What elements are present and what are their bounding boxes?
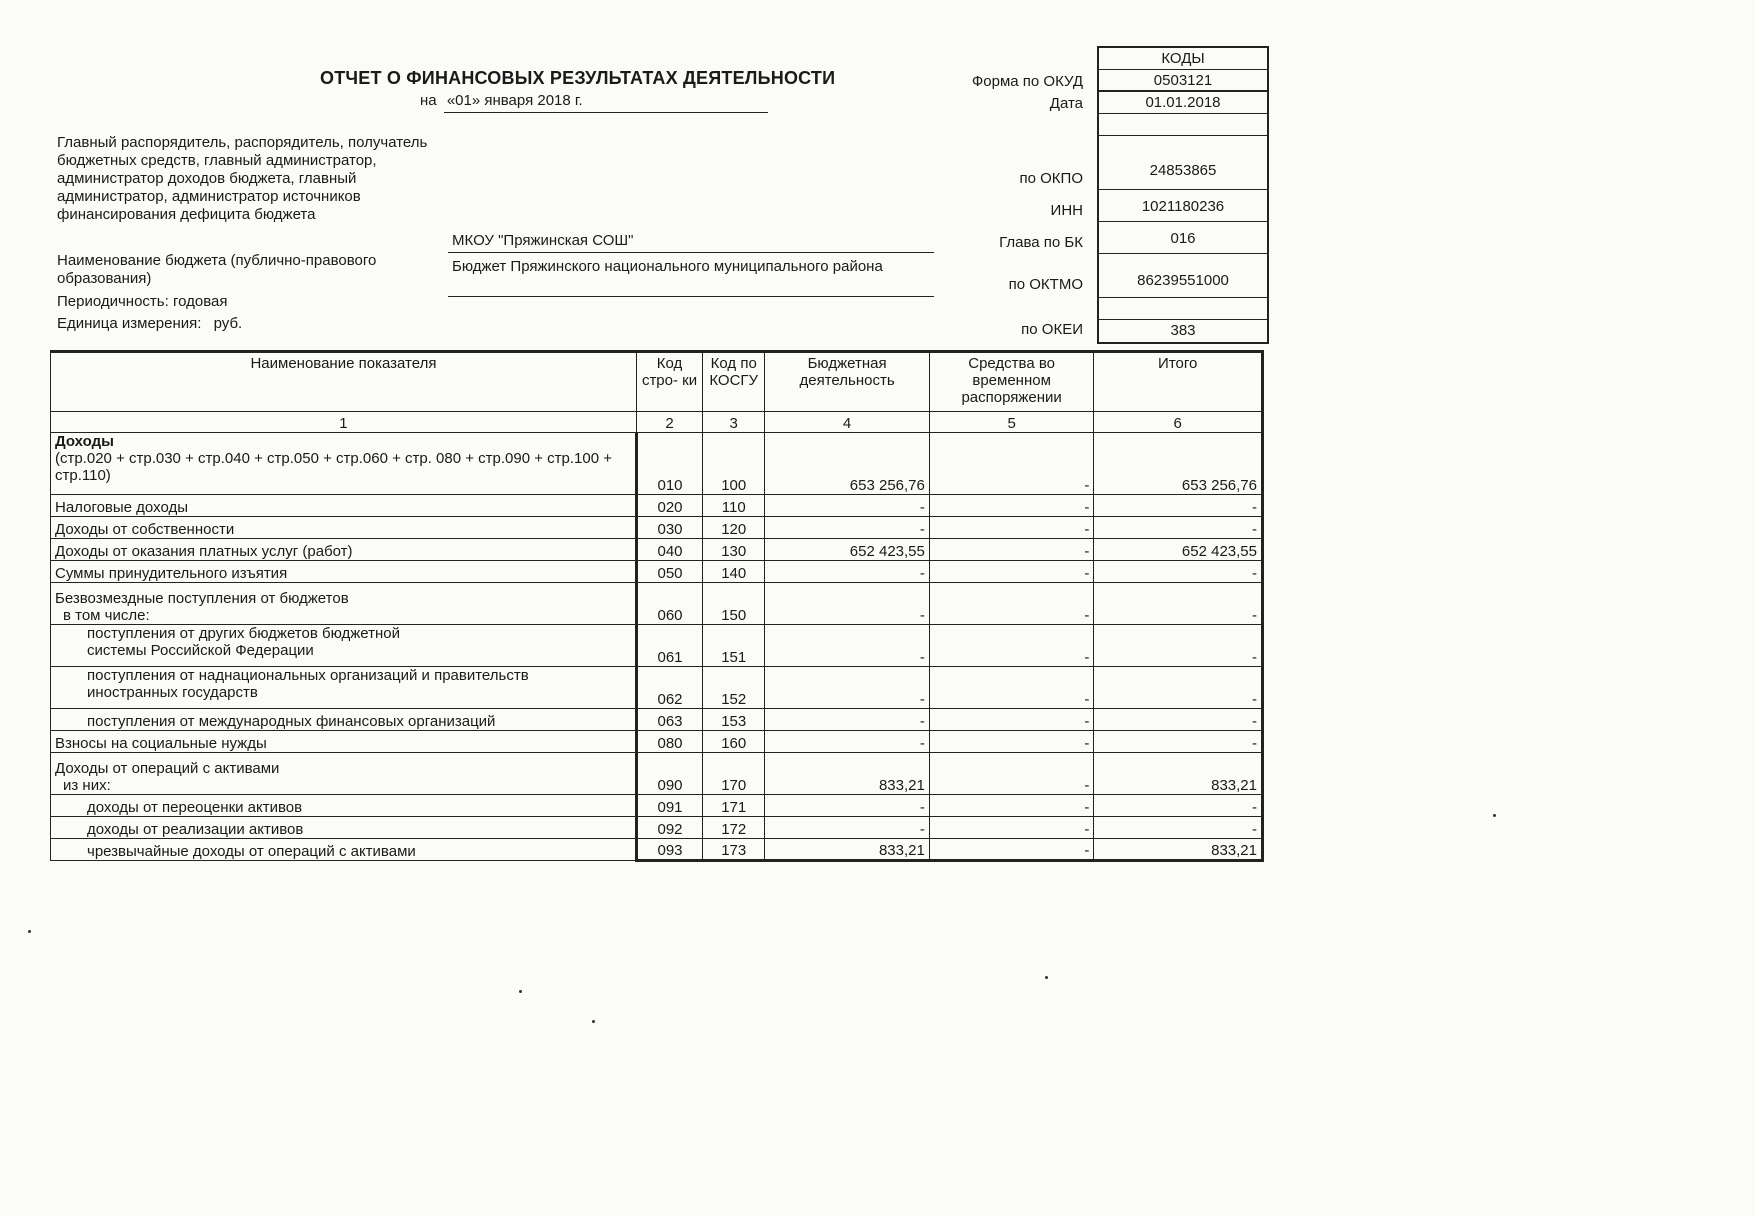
okei-code: 383 [1170,322,1196,339]
row-total: - [1094,817,1263,839]
row-name: поступления от других бюджетов бюджетной системы Российской Федерации [51,625,637,667]
report-title: ОТЧЕТ О ФИНАНСОВЫХ РЕЗУЛЬТАТАХ ДЕЯТЕЛЬНОСТИ [320,68,836,88]
row-temp: - [929,495,1094,517]
col-number: 2 [636,412,702,433]
col-temp-header: Средства во временном распоряжении [929,352,1094,412]
row-budget: - [765,561,930,583]
col-budget-header: Бюджетная деятельность [765,352,930,412]
row-budget: 833,21 [765,753,930,795]
budget-name-label: Наименование бюджета (публично-правового образования) [57,252,377,287]
row-temp: - [929,517,1094,539]
date-prefix: на [420,92,437,109]
row-kosgu: 140 [703,561,765,583]
row-line-code: 010 [636,433,702,495]
row-budget: - [765,795,930,817]
row-name: доходы от реализации активов [51,817,637,839]
row-kosgu: 150 [703,583,765,625]
row-total: - [1094,667,1263,709]
scan-speck [1045,976,1048,979]
row-name [51,753,637,795]
row-name: чрезвычайные доходы от операций с активами [51,839,637,861]
row-line-code: 090 [636,753,702,795]
row-total: - [1094,795,1263,817]
table-header-row [51,352,1263,412]
row-line-code: 030 [636,517,702,539]
row-formula: (стр.020 + стр.030 + стр.040 + стр.050 + стр.060 + стр. 080 + стр.090 + стр.100 + стр.110) [55,450,613,484]
date-code-label: Дата [1049,95,1083,112]
row-kosgu: 171 [703,795,765,817]
row-budget: - [765,731,930,753]
row-kosgu: 100 [703,433,765,495]
table-row [51,433,1263,495]
row-total: - [1094,731,1263,753]
report-date [420,92,583,109]
row-line-code: 091 [636,795,702,817]
row-line-code: 080 [636,731,702,753]
row-total: 833,21 [1094,753,1263,795]
row-kosgu: 152 [703,667,765,709]
row-name: Суммы принудительного изъятия [51,561,637,583]
row-budget: - [765,625,930,667]
scan-speck [592,1020,595,1023]
blank-code-2 [1099,298,1267,320]
row-temp: - [929,753,1094,795]
row-temp: - [929,561,1094,583]
row-line-code: 020 [636,495,702,517]
row-temp: - [929,731,1094,753]
table-row [51,583,1263,625]
table-row [51,561,1263,583]
codes-heading: КОДЫ [1099,48,1267,70]
row-line-code: 040 [636,539,702,561]
row-total: 652 423,55 [1094,539,1263,561]
col-number: 5 [929,412,1094,433]
row-total: - [1094,517,1263,539]
table-row [51,839,1263,861]
administrator-label: Главный распорядитель, распорядитель, получатель бюджетных средств, главный администратор, администратор доходов бюджета, главный администратор, администратор источников финансирования дефицита бюджета [57,134,428,223]
row-temp: - [929,539,1094,561]
row-total: 833,21 [1094,839,1263,861]
unit-label: Единица измерения: [57,315,202,332]
oktmo-code: 86239551000 [1099,254,1267,298]
row-kosgu: 153 [703,709,765,731]
row-budget: 833,21 [765,839,930,861]
row-kosgu: 120 [703,517,765,539]
okpo-label: по ОКПО [1019,170,1083,187]
row-budget: - [765,817,930,839]
col-name-header: Наименование показателя [51,352,637,412]
row-line-code: 060 [636,583,702,625]
budget-value: Бюджет Пряжинского национального муниципального района [452,258,883,275]
table-row [51,753,1263,795]
bk-code: 016 [1099,222,1267,254]
row-kosgu: 130 [703,539,765,561]
table-row [51,625,1263,667]
row-budget: - [765,667,930,709]
row-temp: - [929,625,1094,667]
row-name: Доходы от собственности [51,517,637,539]
col-total-header: Итого [1094,352,1263,412]
row-kosgu: 160 [703,731,765,753]
table-row [51,667,1263,709]
inn-code: 1021180236 [1099,190,1267,222]
unit-row [57,315,242,333]
row-temp: - [929,433,1094,495]
periodicity-label: Периодичность: годовая [57,293,228,310]
okei-label: по ОКЕИ [1021,321,1083,338]
blank-code [1099,114,1267,136]
codes-box [1097,46,1269,344]
col-number: 3 [703,412,765,433]
row-temp: - [929,817,1094,839]
col-line-header: Код стро- ки [636,352,702,412]
okud-label: Форма по ОКУД [971,73,1083,90]
column-numbers-row [51,412,1263,433]
okpo-code: 24853865 [1099,136,1267,190]
row-sublabel: в том числе: [63,607,150,624]
row-total: - [1094,583,1263,625]
row-line-code: 050 [636,561,702,583]
row-budget: 652 423,55 [765,539,930,561]
oktmo-label: по ОКТМО [1008,276,1083,293]
row-name: Налоговые доходы [51,495,637,517]
col-number: 6 [1094,412,1263,433]
row-kosgu: 170 [703,753,765,795]
scan-speck [28,930,31,933]
col-number: 1 [51,412,637,433]
row-total: - [1094,495,1263,517]
scan-speck [519,990,522,993]
budget-underline [448,296,934,297]
table-row [51,709,1263,731]
row-line-code: 092 [636,817,702,839]
row-budget: - [765,517,930,539]
row-name: поступления от наднациональных организаций и правительств иностранных государств [51,667,637,709]
row-kosgu: 151 [703,625,765,667]
row-name: поступления от международных финансовых организаций [51,709,637,731]
row-label: Безвозмездные поступления от бюджетов [55,590,349,607]
row-kosgu: 110 [703,495,765,517]
row-budget: - [765,709,930,731]
row-title: Доходы [55,433,114,450]
row-name: доходы от переоценки активов [51,795,637,817]
org-underline [448,252,934,253]
row-total: - [1094,625,1263,667]
row-temp: - [929,839,1094,861]
row-line-code: 093 [636,839,702,861]
date-code: 01.01.2018 [1099,92,1267,114]
financial-results-table [50,350,1264,862]
row-temp: - [929,583,1094,625]
row-budget: - [765,495,930,517]
unit-value: руб. [213,315,243,332]
row-name [51,583,637,625]
row-line-code: 061 [636,625,702,667]
inn-label: ИНН [1050,202,1083,219]
row-name [51,433,637,495]
row-line-code: 063 [636,709,702,731]
row-name: Доходы от оказания платных услуг (работ) [51,539,637,561]
table-row [51,731,1263,753]
bk-label: Глава по БК [999,234,1083,251]
okud-code: 0503121 [1099,70,1267,92]
row-temp: - [929,667,1094,709]
table-row [51,495,1263,517]
row-total: - [1094,709,1263,731]
scan-speck [1493,814,1496,817]
row-kosgu: 173 [703,839,765,861]
date-value: «01» января 2018 г. [446,92,583,109]
date-underline [444,112,768,113]
row-label: Доходы от операций с активами [55,760,280,777]
row-name: Взносы на социальные нужды [51,731,637,753]
row-kosgu: 172 [703,817,765,839]
col-kosgu-header: Код по КОСГУ [703,352,765,412]
table-row [51,795,1263,817]
table-row [51,539,1263,561]
table-row [51,817,1263,839]
row-temp: - [929,795,1094,817]
table-row [51,517,1263,539]
row-budget: - [765,583,930,625]
row-budget: 653 256,76 [765,433,930,495]
row-temp: - [929,709,1094,731]
row-total: - [1094,561,1263,583]
row-line-code: 062 [636,667,702,709]
row-total: 653 256,76 [1094,433,1263,495]
col-number: 4 [765,412,930,433]
organization-name: МКОУ "Пряжинская СОШ" [452,232,634,249]
row-sublabel: из них: [63,777,111,794]
